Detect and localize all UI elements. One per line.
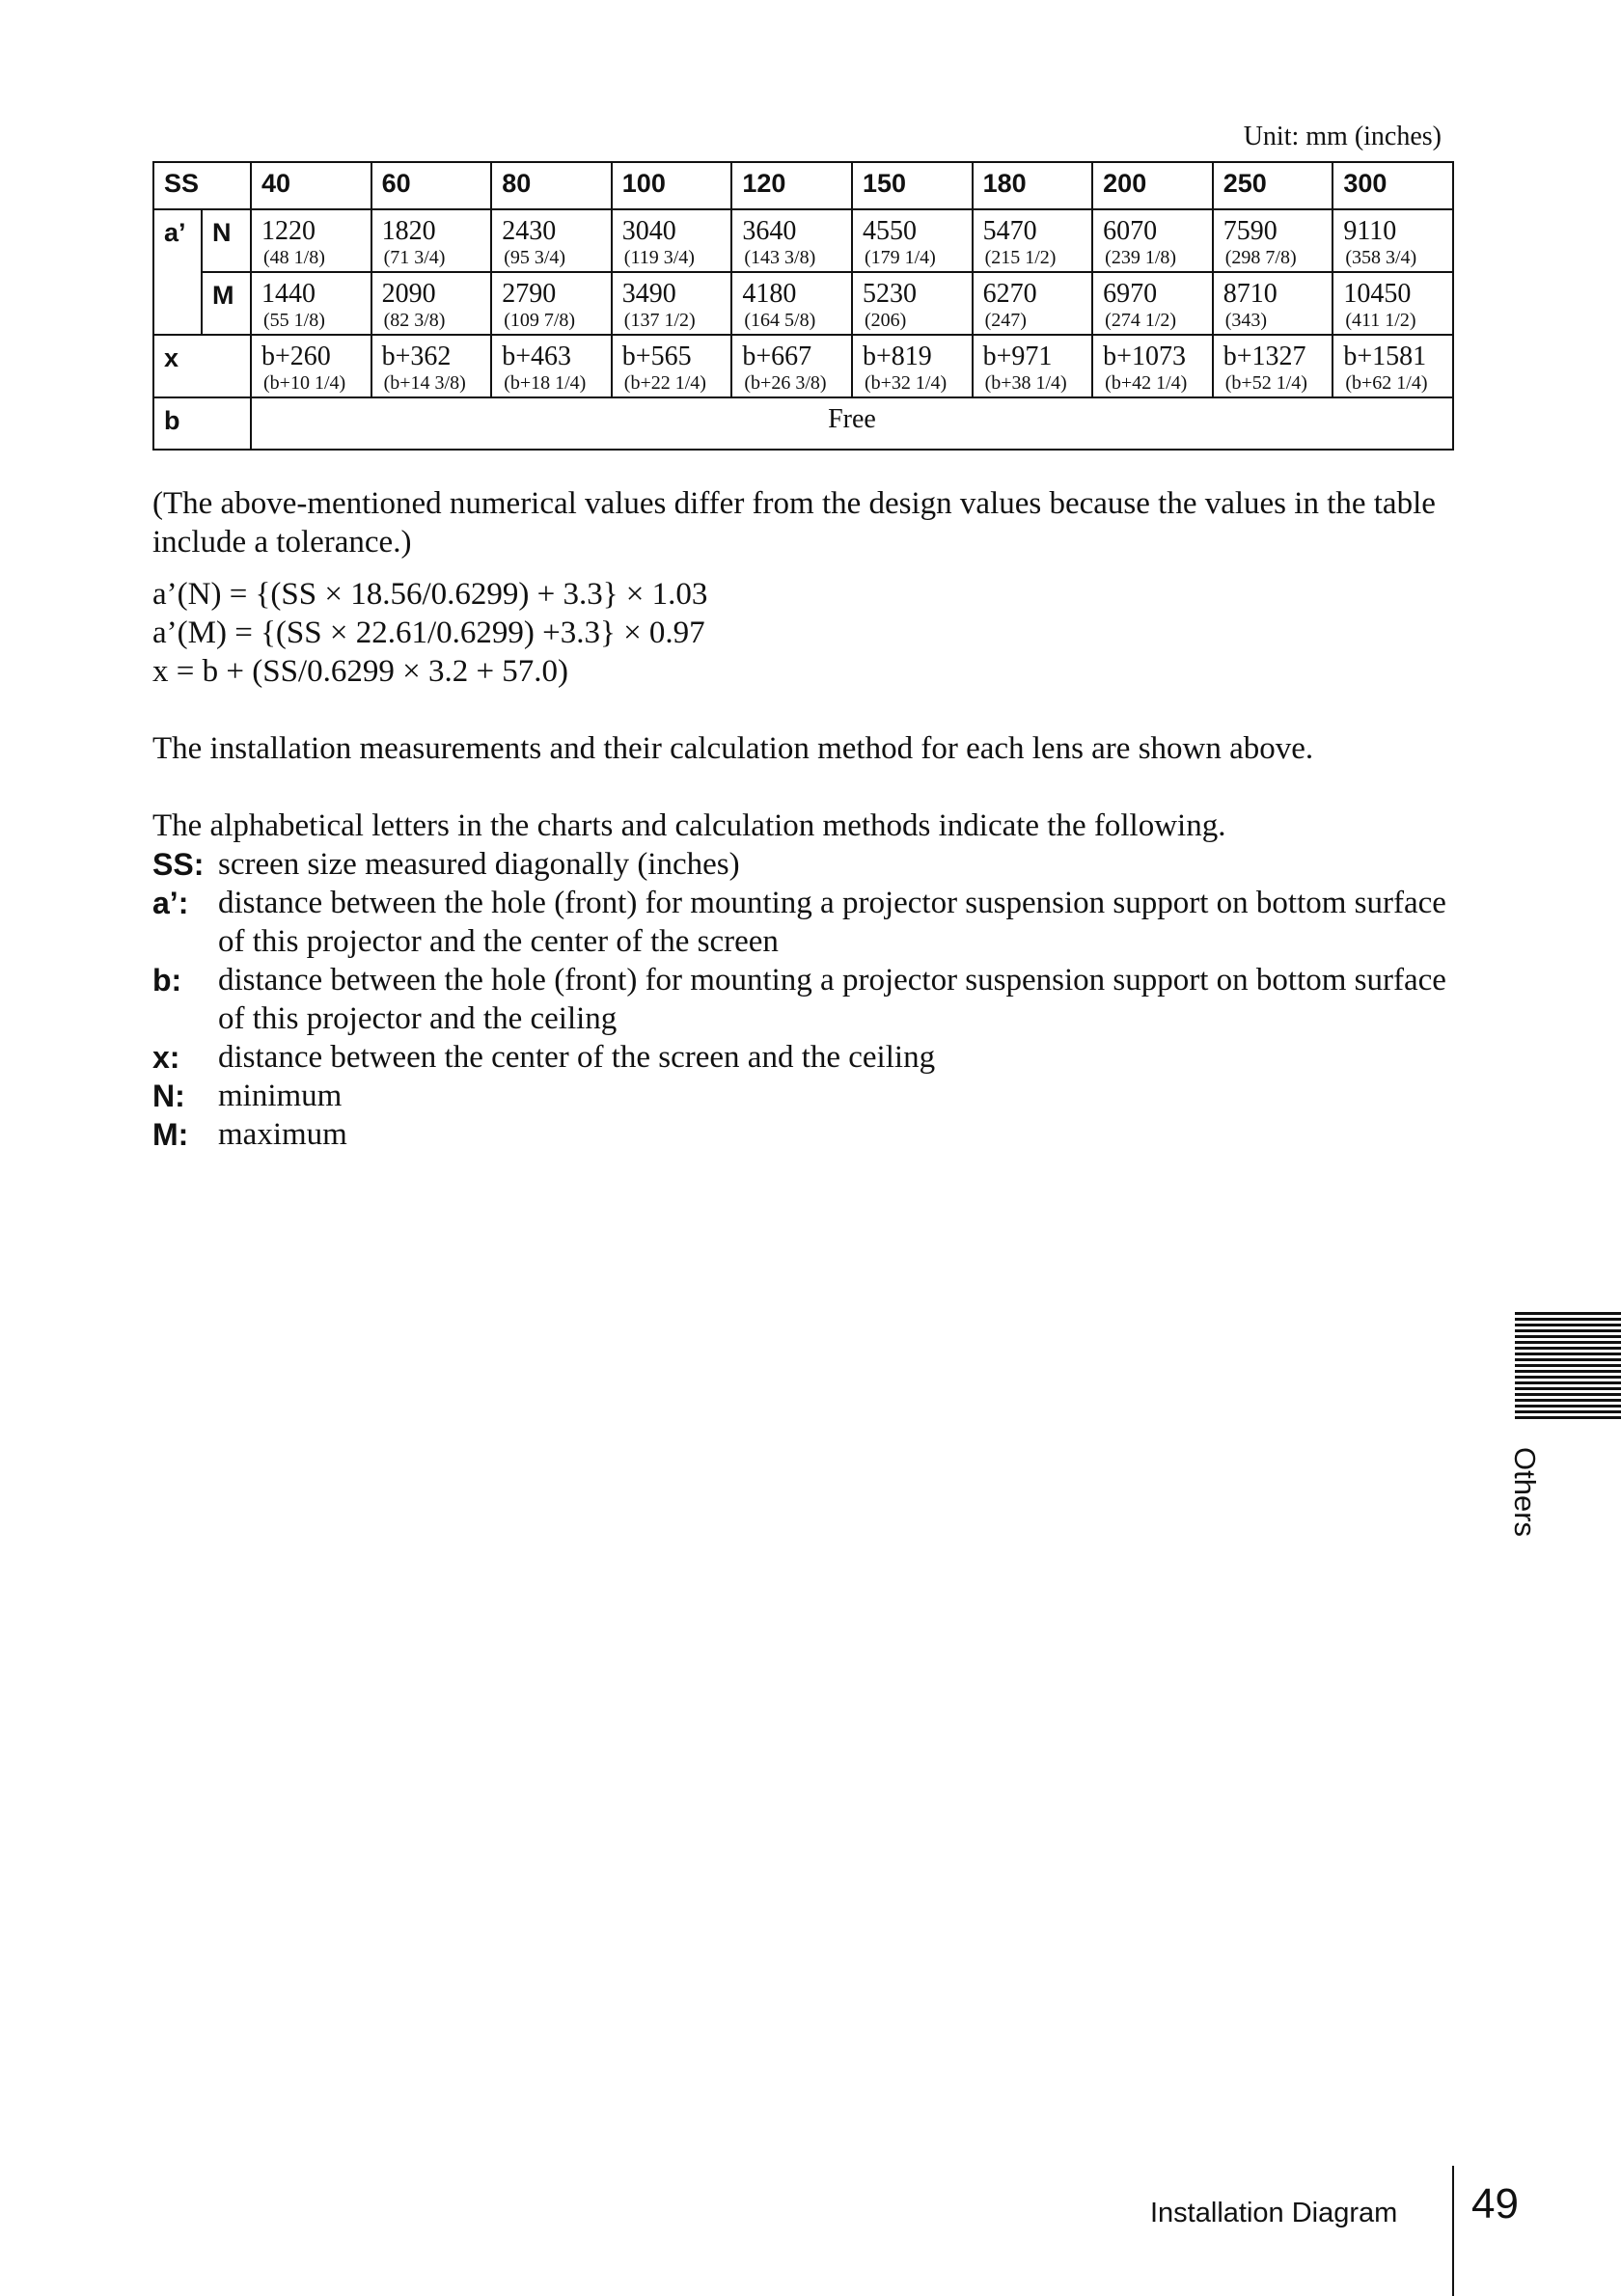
cell-value: 4550 <box>862 216 917 246</box>
legend-item <box>152 884 1465 961</box>
table-cell <box>731 209 852 272</box>
cell-value: b+971 <box>982 342 1053 371</box>
cell-value: 4180 <box>742 279 797 309</box>
cell-value: 6270 <box>982 279 1037 309</box>
cell-inches: (71 3/4) <box>383 247 446 268</box>
cell-value: 10450 <box>1343 279 1412 309</box>
size-header: 60 <box>371 162 492 209</box>
cell-value: 2090 <box>381 279 436 309</box>
cell-inches: (b+52 1/4) <box>1224 372 1307 394</box>
cell-inches: (55 1/8) <box>263 310 325 331</box>
table-cell <box>371 272 492 335</box>
legend-item <box>152 1077 1465 1115</box>
cell-inches: (179 1/4) <box>864 247 936 268</box>
cell-value: 2790 <box>502 279 557 309</box>
table-cell <box>251 335 371 397</box>
cell-value: 9110 <box>1343 216 1397 246</box>
cell-value: b+1581 <box>1343 342 1427 371</box>
table-cell <box>491 335 612 397</box>
cell-inches: (247) <box>984 310 1027 331</box>
size-header: 200 <box>1092 162 1213 209</box>
table-cell <box>973 209 1093 272</box>
section-tab <box>1496 1447 1553 1563</box>
size-header: 180 <box>973 162 1093 209</box>
paragraph-measurements: The installation measurements and their calculation method for each lens are shown above. <box>152 731 1314 766</box>
table-cell <box>852 209 973 272</box>
size-header: 300 <box>1333 162 1453 209</box>
page-number: 49 <box>1471 2180 1519 2228</box>
cell-inches: (358 3/4) <box>1345 247 1417 268</box>
cell-inches: (143 3/8) <box>744 247 816 268</box>
cell-inches: (206) <box>864 310 907 331</box>
cell-value: 8710 <box>1223 279 1278 309</box>
legend-key: a’: <box>152 886 189 920</box>
table-cell <box>612 272 732 335</box>
cell-inches: (b+26 3/8) <box>744 372 827 394</box>
table-cell <box>612 335 732 397</box>
table-row-x <box>153 335 1453 397</box>
legend-text: distance between the center of the screen and the ceiling <box>218 1040 936 1075</box>
cell-value: 3490 <box>621 279 676 309</box>
cell-value: 7590 <box>1223 216 1278 246</box>
legend-key: SS: <box>152 847 205 882</box>
table-cell <box>491 209 612 272</box>
cell-value: b+667 <box>742 342 812 371</box>
table-cell <box>251 272 371 335</box>
table-cell <box>1213 335 1333 397</box>
m-row-label: M <box>202 272 251 335</box>
size-header: 100 <box>612 162 732 209</box>
b-row-label: b <box>153 397 251 450</box>
legend-item <box>152 961 1465 1038</box>
cell-inches: (b+42 1/4) <box>1105 372 1188 394</box>
table-cell <box>1213 209 1333 272</box>
cell-inches: (164 5/8) <box>744 310 816 331</box>
cell-inches: (298 7/8) <box>1224 247 1297 268</box>
cell-inches: (274 1/2) <box>1105 310 1177 331</box>
cell-inches: (411 1/2) <box>1345 310 1416 331</box>
cell-inches: (119 3/4) <box>623 247 695 268</box>
section-tab-stripes <box>1515 1312 1621 1422</box>
size-header: 40 <box>251 162 371 209</box>
cell-value: b+1073 <box>1103 342 1186 371</box>
table-cell <box>1333 272 1453 335</box>
cell-inches: (239 1/8) <box>1105 247 1177 268</box>
cell-inches: (48 1/8) <box>263 247 325 268</box>
cell-value: 2430 <box>502 216 557 246</box>
cell-inches: (82 3/8) <box>383 310 446 331</box>
table-cell <box>371 209 492 272</box>
legend-text: distance between the hole (front) for mounting a projector suspension support on bottom surface of this projector and the ceiling <box>218 963 1446 1036</box>
cell-value: 1820 <box>381 216 436 246</box>
legend-key: b: <box>152 963 182 998</box>
cell-inches: (b+10 1/4) <box>263 372 346 394</box>
section-tab-label: Others <box>1508 1447 1542 1538</box>
legend-item <box>152 845 1465 884</box>
footer-divider <box>1452 2166 1454 2296</box>
legend-list <box>152 845 1465 1154</box>
paragraph-letters-intro: The alphabetical letters in the charts and calculation methods indicate the following. <box>152 808 1226 843</box>
cell-value: b+362 <box>381 342 452 371</box>
cell-inches: (b+38 1/4) <box>984 372 1067 394</box>
formula-a-n: a’(N) = {(SS × 18.56/0.6299) + 3.3} × 1.03 <box>152 577 708 612</box>
ss-header: SS <box>153 162 251 209</box>
table-cell <box>973 335 1093 397</box>
table-cell <box>1333 209 1453 272</box>
cell-inches: (b+18 1/4) <box>504 372 587 394</box>
legend-text: minimum <box>218 1079 343 1113</box>
cell-value: 1220 <box>261 216 316 246</box>
size-header: 250 <box>1213 162 1333 209</box>
table-cell <box>1092 335 1213 397</box>
cell-value: 1440 <box>261 279 316 309</box>
cell-inches: (215 1/2) <box>984 247 1057 268</box>
cell-value: b+565 <box>621 342 692 371</box>
b-free-cell: Free <box>251 397 1453 450</box>
cell-inches: (b+22 1/4) <box>623 372 706 394</box>
x-row-label: x <box>153 335 251 397</box>
table-cell <box>1092 209 1213 272</box>
table-cell <box>973 272 1093 335</box>
tolerance-note: (The above-mentioned numerical values differ from the design values because the values in the table include a tolerance.) <box>152 486 1436 560</box>
legend-key: M: <box>152 1117 189 1152</box>
table-cell <box>251 209 371 272</box>
cell-inches: (95 3/4) <box>504 247 566 268</box>
cell-inches: (137 1/2) <box>623 310 696 331</box>
footer-title: Installation Diagram <box>1150 2198 1398 2228</box>
cell-value: 6070 <box>1103 216 1158 246</box>
cell-value: 6970 <box>1103 279 1158 309</box>
unit-label: Unit: mm (inches) <box>1243 122 1442 151</box>
cell-value: 3040 <box>621 216 676 246</box>
cell-inches: (b+14 3/8) <box>383 372 466 394</box>
table-cell <box>731 335 852 397</box>
size-header: 120 <box>731 162 852 209</box>
table-cell <box>852 272 973 335</box>
legend-text: distance between the hole (front) for mounting a projector suspension support on bottom surface of this projector and the center of the screen <box>218 886 1446 959</box>
cell-inches: (b+62 1/4) <box>1345 372 1428 394</box>
legend-key: N: <box>152 1079 185 1113</box>
formula-a-m: a’(M) = {(SS × 22.61/0.6299) +3.3} × 0.97 <box>152 615 705 650</box>
cell-value: b+463 <box>502 342 571 371</box>
cell-value: b+1327 <box>1223 342 1306 371</box>
table-row-a-m <box>153 272 1453 335</box>
cell-value: 5470 <box>982 216 1037 246</box>
n-row-label: N <box>202 209 251 272</box>
size-header: 80 <box>491 162 612 209</box>
table-cell <box>852 335 973 397</box>
size-header: 150 <box>852 162 973 209</box>
cell-inches: (b+32 1/4) <box>864 372 948 394</box>
cell-inches: (343) <box>1224 310 1268 331</box>
cell-value: 3640 <box>742 216 797 246</box>
formulas <box>152 575 707 691</box>
cell-value: b+260 <box>261 342 331 371</box>
cell-value: b+819 <box>862 342 932 371</box>
table-cell <box>491 272 612 335</box>
legend-text: maximum <box>218 1117 347 1152</box>
legend-item <box>152 1038 1465 1077</box>
table-cell <box>371 335 492 397</box>
table-row-a-n <box>153 209 1453 272</box>
cell-inches: (109 7/8) <box>504 310 576 331</box>
table-cell <box>1092 272 1213 335</box>
legend-text: screen size measured diagonally (inches) <box>218 847 740 882</box>
installation-table <box>152 161 1454 451</box>
table-cell <box>731 272 852 335</box>
table-row-b <box>153 397 1453 450</box>
table-cell <box>612 209 732 272</box>
table-header-row <box>153 162 1453 209</box>
legend-key: x: <box>152 1040 180 1075</box>
table-cell <box>1333 335 1453 397</box>
formula-x: x = b + (SS/0.6299 × 3.2 + 57.0) <box>152 654 569 689</box>
a-row-label: a’ <box>153 209 202 335</box>
legend-item <box>152 1115 1465 1154</box>
cell-value: 5230 <box>862 279 917 309</box>
table-cell <box>1213 272 1333 335</box>
